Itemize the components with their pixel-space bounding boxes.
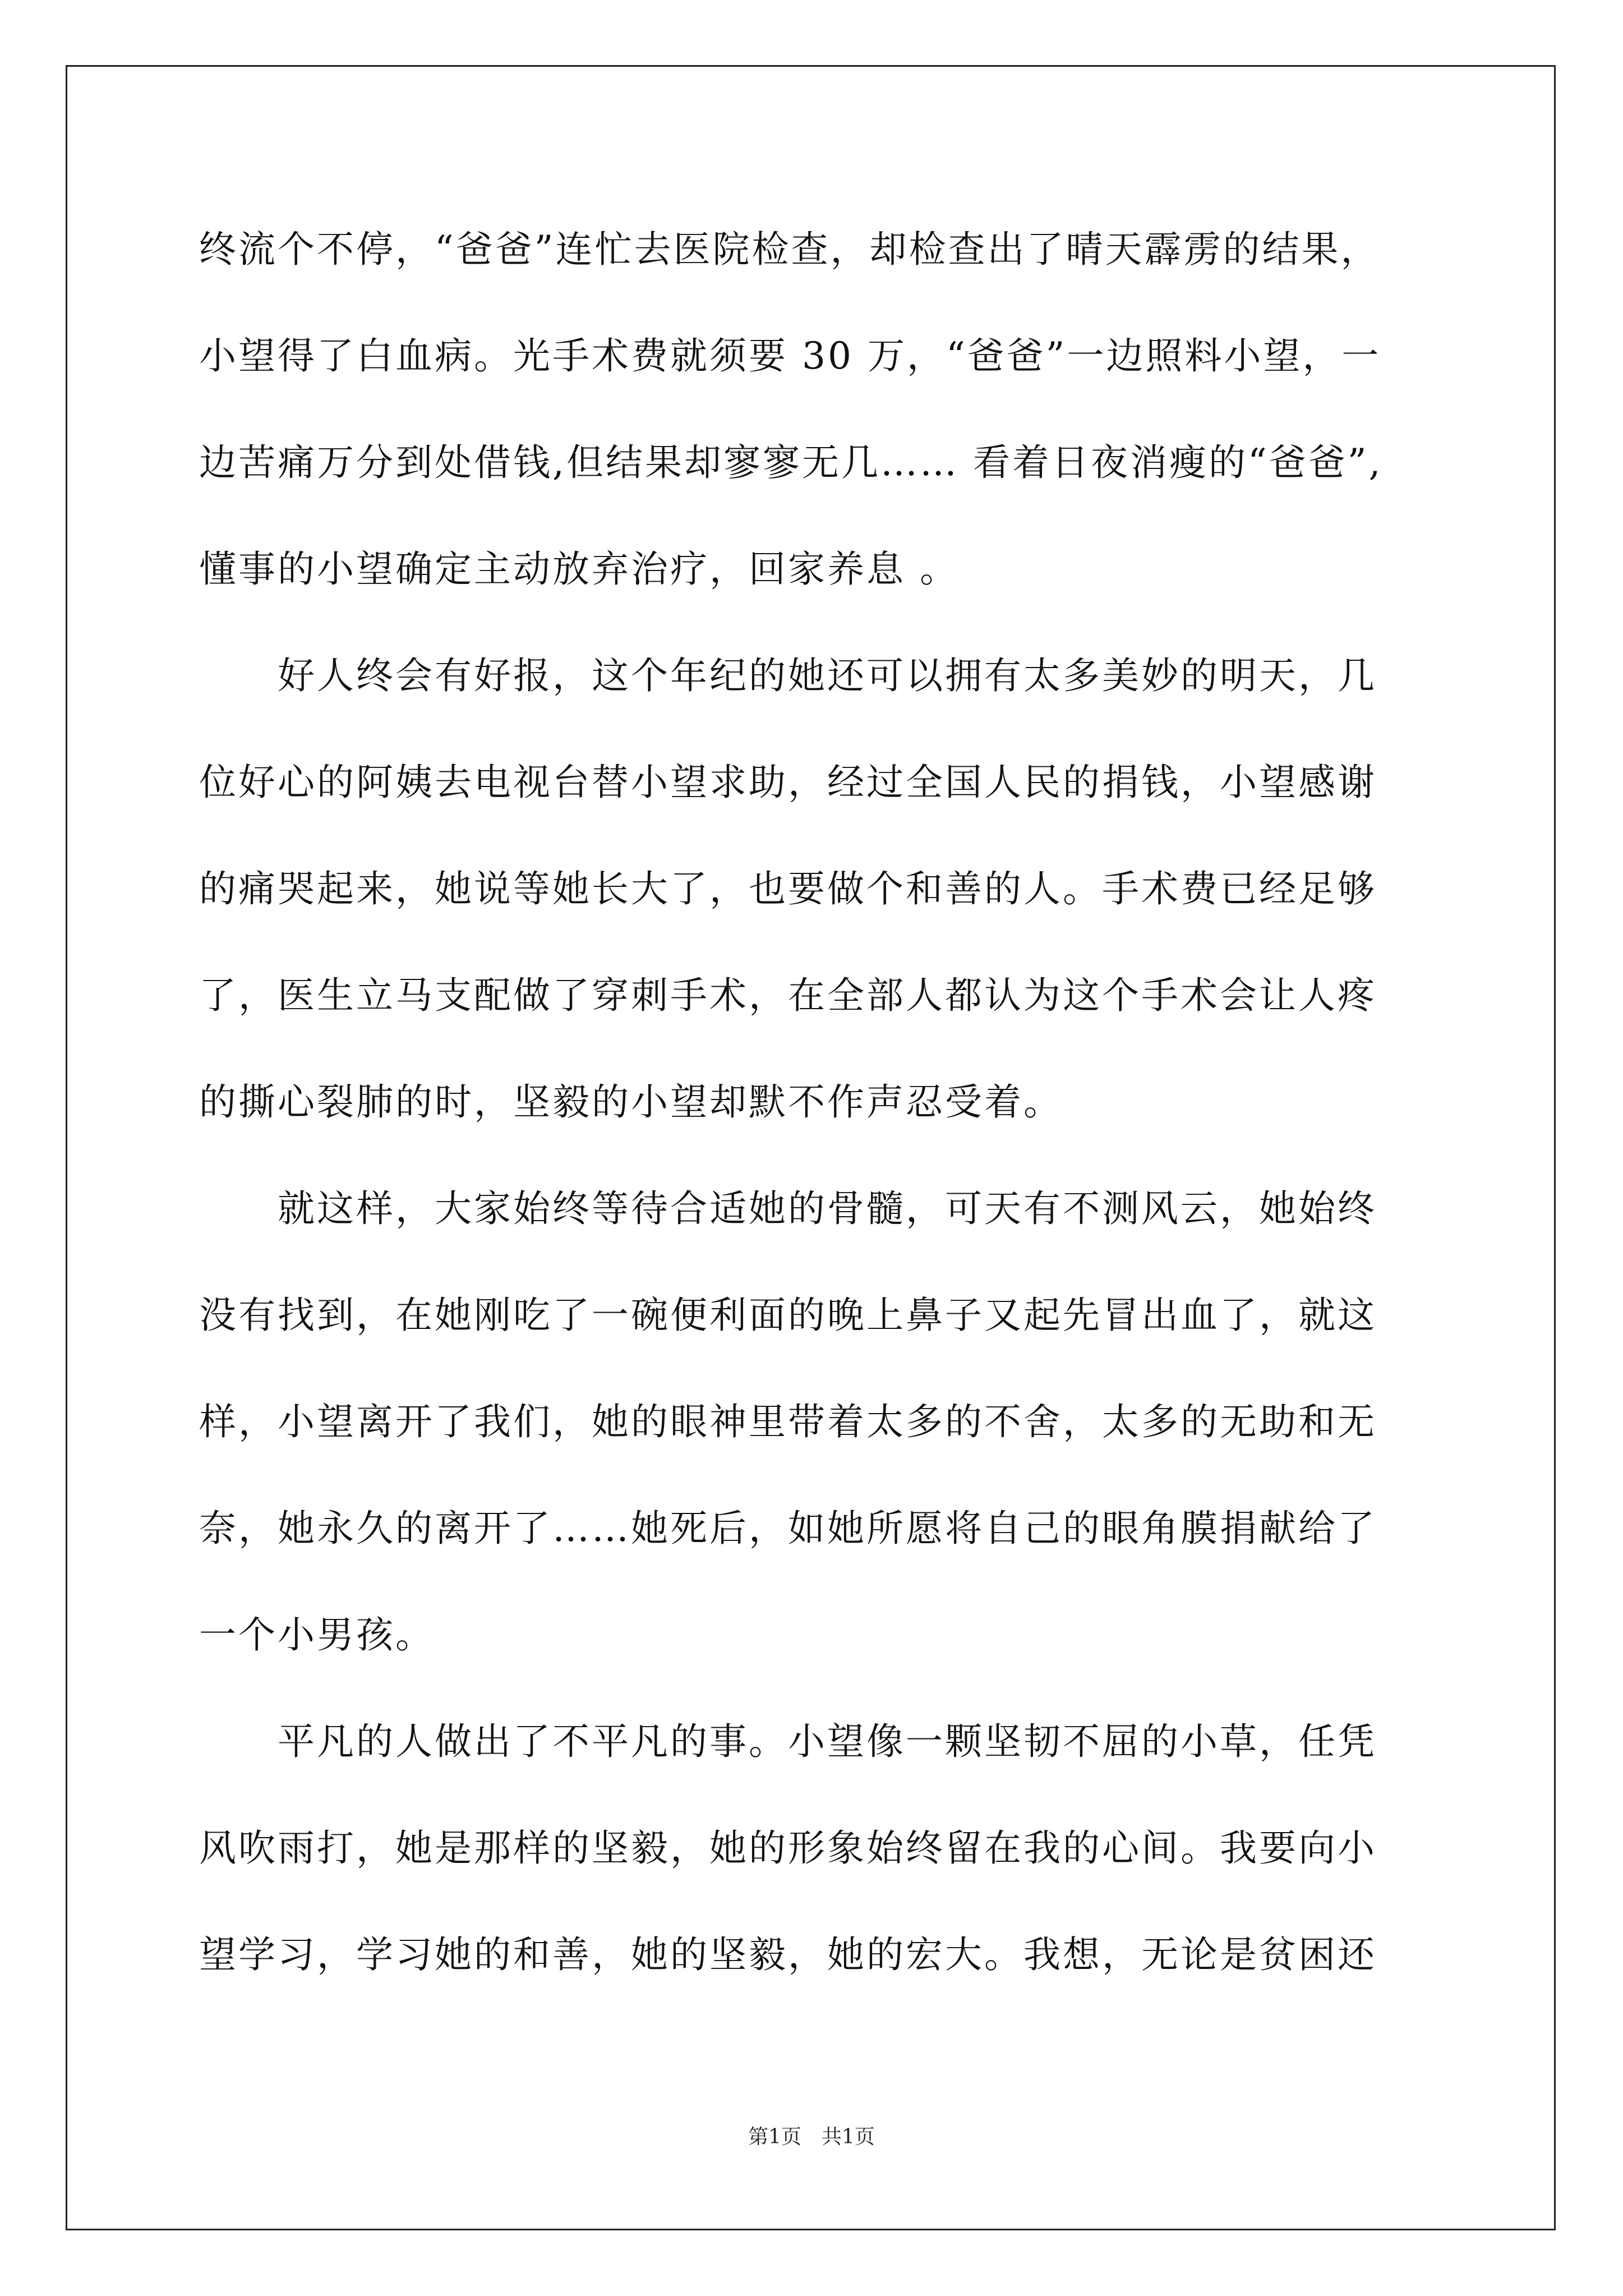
body-text-line: 一个小男孩。 <box>199 1613 435 1657</box>
body-text-line: 望学习，学习她的和善，她的坚毅，她的宏大。我想，无论是贫困还 <box>199 1933 1377 1976</box>
body-text-line: 终流个不停，“爸爸”连忙去医院检查，却检查出了晴天霹雳的结果， <box>199 228 1380 271</box>
body-text-line: 的撕心裂肺的时，坚毅的小望却默不作声忍受着。 <box>199 1080 1063 1124</box>
body-text-line: 懂事的小望确定主动放弃治疗，回家养息 。 <box>199 547 959 591</box>
body-text-line: 边苦痛万分到处借钱,但结果却寥寥无几…… 看着日夜消瘦的“爸爸”, <box>199 441 1383 484</box>
body-text-line: 位好心的阿姨去电视台替小望求助，经过全国人民的捐钱，小望感谢 <box>199 761 1377 804</box>
body-text-line: 的痛哭起来，她说等她长大了，也要做个和善的人。手术费已经足够 <box>199 867 1377 910</box>
body-text-line: 奈，她永久的离开了……她死后，如她所愿将自己的眼角膜捐献给了 <box>199 1507 1377 1550</box>
body-text-line: 好人终会有好报，这个年纪的她还可以拥有太多美妙的明天，几 <box>199 654 1377 697</box>
body-text-line: 没有找到，在她刚吃了一碗便利面的晚上鼻子又起先冒出血了，就这 <box>199 1294 1377 1337</box>
body-text-line: 平凡的人做出了不平凡的事。小望像一颗坚韧不屈的小草，任凭 <box>199 1720 1377 1763</box>
body-text-line: 小望得了白血病。光手术费就须要 30 万，“爸爸”一边照料小望，一 <box>199 334 1381 378</box>
body-text-line: 了，医生立马支配做了穿刺手术，在全部人都认为这个手术会让人疼 <box>199 974 1377 1017</box>
body-text-line: 就这样，大家始终等待合适她的骨髓，可天有不测风云，她始终 <box>199 1187 1377 1230</box>
body-text-line: 样，小望离开了我们，她的眼神里带着太多的不舍，太多的无助和无 <box>199 1400 1377 1443</box>
body-text-line: 风吹雨打，她是那样的坚毅，她的形象始终留在我的心间。我要向小 <box>199 1826 1377 1870</box>
page-footer: 第1页 共1页 <box>748 2125 875 2148</box>
page-border <box>66 65 1556 2230</box>
